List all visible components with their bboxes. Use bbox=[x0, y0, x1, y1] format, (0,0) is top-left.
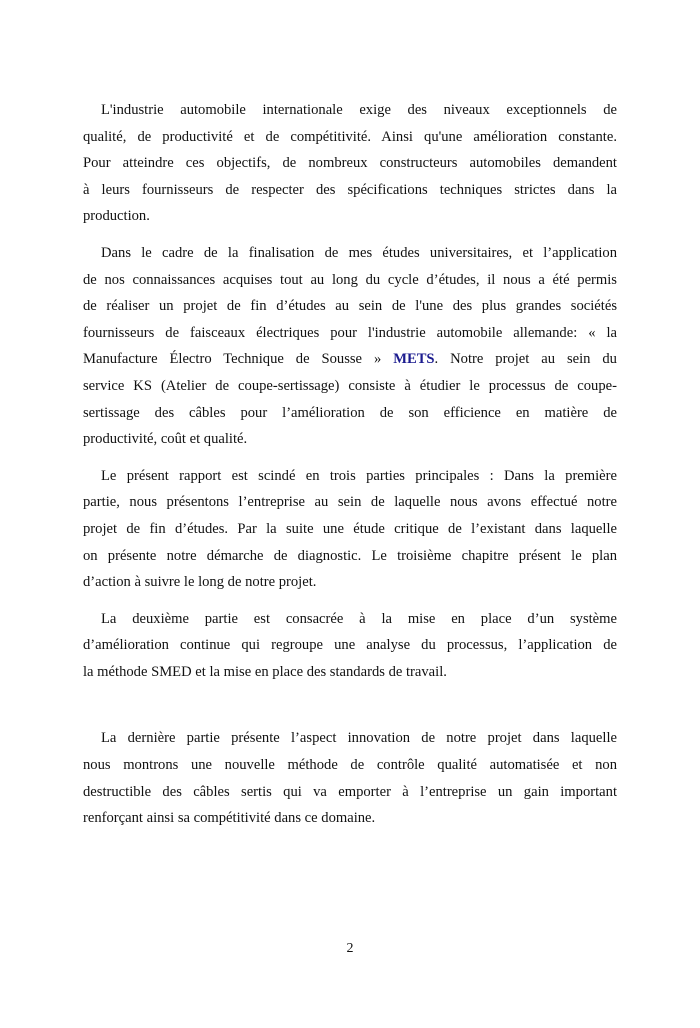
page-number: 2 bbox=[346, 941, 354, 956]
text-line: projet de fin d’études. Par la suite une étude critique de l’existant dans laquelle bbox=[83, 520, 617, 537]
paragraph-intro bbox=[83, 97, 617, 230]
text-line: Pour atteindre ces objectifs, de nombreux constructeurs automobiles demandent bbox=[83, 155, 617, 172]
text-line: qualité, de productivité et de compétitivité. Ainsi qu'une amélioration constante. bbox=[83, 128, 617, 145]
text-line: production. bbox=[83, 208, 150, 225]
paragraph-structure bbox=[83, 463, 617, 596]
text-line: L'industrie automobile internationale exige des niveaux exceptionnels de bbox=[101, 102, 617, 118]
text-line: La dernière partie présente l’aspect innovation de notre projet dans laquelle bbox=[101, 730, 617, 747]
text-line: La deuxième partie est consacrée à la mise en place d’un système bbox=[101, 610, 617, 627]
text-line: nous montrons une nouvelle méthode de contrôle qualité automatisée et non bbox=[83, 757, 617, 774]
text-segment: . Notre projet au sein du bbox=[434, 351, 617, 368]
text-line: la méthode SMED et la mise en place des standards de travail. bbox=[83, 663, 447, 680]
text-line: partie, nous présentons l’entreprise au sein de laquelle nous avons effectué notre bbox=[83, 494, 617, 511]
text-line: sertissage des câbles pour l’amélioration de son efficience en matière de bbox=[83, 404, 617, 421]
paragraph-part-two bbox=[83, 606, 617, 686]
text-line: service KS (Atelier de coupe-sertissage) consiste à étudier le processus de coupe- bbox=[83, 377, 617, 394]
text-line: fournisseurs de faisceaux électriques pour l'industrie automobile allemande: « la bbox=[83, 324, 617, 341]
text-line bbox=[83, 346, 617, 373]
text-line: Le présent rapport est scindé en trois parties principales : Dans la première bbox=[101, 467, 617, 484]
text-line: à leurs fournisseurs de respecter des spécifications techniques strictes dans la bbox=[83, 181, 617, 198]
paragraph-context bbox=[83, 240, 617, 453]
text-line: d’action à suivre le long de notre projet. bbox=[83, 574, 317, 591]
text-line: Dans le cadre de la finalisation de mes études universitaires, et l’application bbox=[101, 244, 617, 261]
text-line: d’amélioration continue qui regroupe une analyse du processus, l’application de bbox=[83, 637, 617, 654]
text-line: de réaliser un projet de fin d’études au sein de l'une des plus grandes sociétés bbox=[83, 298, 617, 315]
text-line: destructible des câbles sertis qui va emporter à l’entreprise un gain important bbox=[83, 783, 617, 800]
text-segment: Manufacture Électro Technique de Sousse » bbox=[83, 351, 382, 368]
text-line: on présente notre démarche de diagnostic. Le troisième chapitre présent le plan bbox=[83, 547, 617, 564]
company-name-mets: METS bbox=[393, 351, 435, 368]
document-body bbox=[83, 97, 617, 842]
text-line: de nos connaissances acquises tout au long du cycle d’études, il nous a été permis bbox=[83, 271, 617, 288]
paragraph-part-three bbox=[83, 725, 617, 831]
text-line: renforçant ainsi sa compétitivité dans ce domaine. bbox=[83, 810, 376, 827]
text-line: productivité, coût et qualité. bbox=[83, 431, 248, 448]
blank-space bbox=[83, 695, 617, 725]
